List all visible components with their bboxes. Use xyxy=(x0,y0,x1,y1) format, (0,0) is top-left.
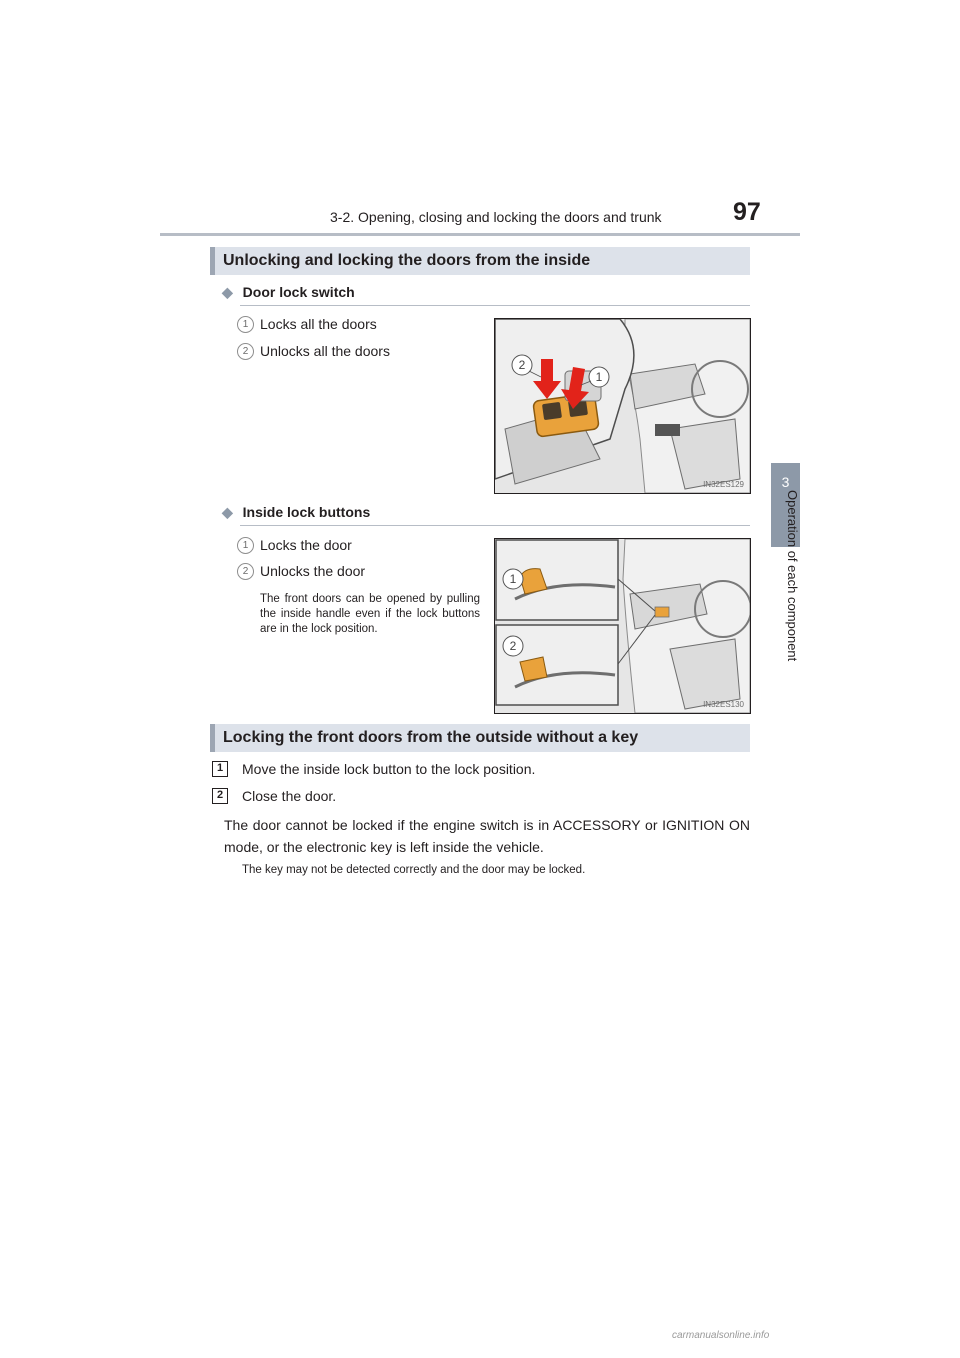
figure-callout: 2 xyxy=(518,358,526,372)
chapter-tab-label: Operation of each component xyxy=(785,490,800,662)
item-number: 2 xyxy=(237,343,254,360)
item-number: 1 xyxy=(237,316,254,333)
diamond-icon: ◆ xyxy=(222,504,233,520)
item-text: Locks all the doors xyxy=(260,316,377,332)
inside-lock-buttons-illustration xyxy=(494,538,751,714)
footer-watermark: carmanualsonline.info xyxy=(672,1330,770,1341)
page-number: 97 xyxy=(733,198,761,226)
step-text: Move the inside lock button to the lock position. xyxy=(242,761,536,777)
step-number: 1 xyxy=(212,761,228,777)
header-section-title: 3-2. Opening, closing and locking the doors and trunk xyxy=(330,209,662,225)
item-number: 2 xyxy=(237,563,254,580)
note-text: The key may not be detected correctly and the door may be locked. xyxy=(242,864,586,876)
header-divider xyxy=(160,233,800,236)
inside-lock-buttons-drawing xyxy=(495,539,750,713)
chapter-tab-number: 3 xyxy=(781,474,790,490)
figure-callout: 1 xyxy=(595,370,603,384)
door-lock-switch-illustration xyxy=(494,318,751,494)
item-text: Unlocks the door xyxy=(260,563,366,579)
section-heading: Locking the front doors from the outside without a key xyxy=(223,729,639,746)
figure-code: IN32ES130 xyxy=(703,700,744,709)
subsection-heading-text: Inside lock buttons xyxy=(242,504,371,520)
figure-callout: 2 xyxy=(509,639,517,653)
subsection-divider xyxy=(240,305,750,306)
item-number: 1 xyxy=(237,537,254,554)
subsection-heading-text: Door lock switch xyxy=(242,284,355,300)
step-number: 2 xyxy=(212,788,228,804)
section-heading-bar xyxy=(210,247,750,275)
subsection-heading xyxy=(222,284,355,301)
section-heading-bar xyxy=(210,724,750,752)
item-text: Unlocks all the doors xyxy=(260,343,390,359)
figure-code: IN32ES129 xyxy=(703,480,744,489)
item-text: Locks the door xyxy=(260,537,352,553)
door-lock-switch-drawing xyxy=(495,319,750,493)
subsection-heading xyxy=(222,504,370,521)
diamond-icon: ◆ xyxy=(222,284,233,300)
subsection-divider xyxy=(240,525,750,526)
step-text: Close the door. xyxy=(242,788,337,804)
body-paragraph: The door cannot be locked if the engine switch is in ACCESSORY or IGNITION ON mode, or the electronic key is left inside the vehicle. xyxy=(224,817,750,855)
section-heading: Unlocking and locking the doors from the inside xyxy=(223,252,591,269)
note-text: The front doors can be opened by pulling the inside handle even if the lock buttons are in the lock position. xyxy=(260,593,480,635)
figure-callout: 1 xyxy=(509,572,517,586)
